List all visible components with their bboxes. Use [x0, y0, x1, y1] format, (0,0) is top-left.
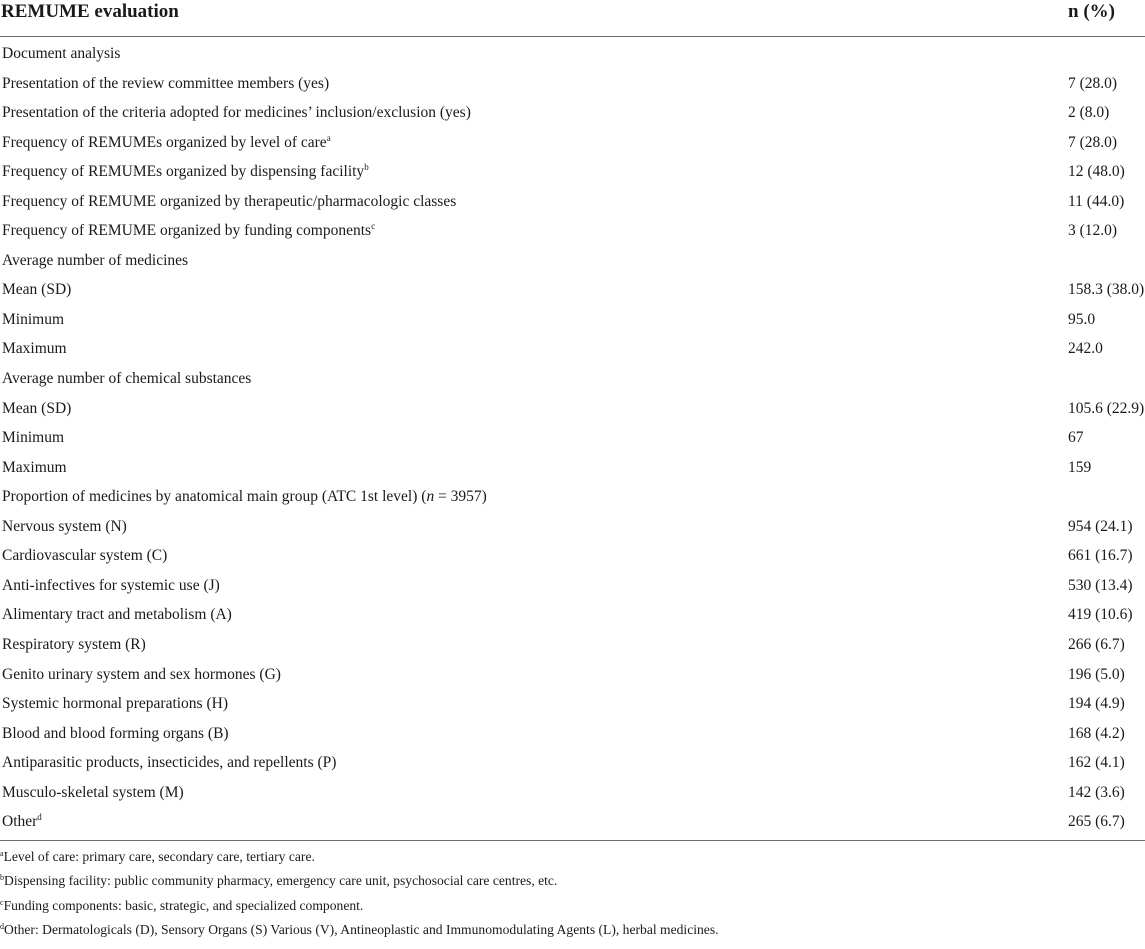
- footnote-mark: d: [0, 922, 4, 932]
- row-label: [0, 76, 329, 92]
- header-n-percent: n (%): [1068, 1, 1115, 22]
- row-label: [0, 667, 281, 683]
- table-row: [0, 69, 1145, 99]
- table-row: [0, 719, 1145, 749]
- footnote-text: Other: Dermatologicals (D), Sensory Organs (S) Various (V), Antineoplastic and Immunomodulating Agents (L), herbal medicines.: [4, 922, 719, 938]
- row-label: [0, 282, 71, 298]
- row-label: [0, 223, 375, 239]
- row-label: [0, 755, 336, 771]
- row-value: 142 (3.6): [1068, 783, 1125, 801]
- row-value: 3 (12.0): [1068, 222, 1118, 240]
- row-label: [0, 105, 471, 121]
- row-value: 168 (4.2): [1068, 724, 1125, 742]
- table-row: [0, 453, 1145, 483]
- row-label-text: Other: [2, 813, 38, 831]
- row-label-text: Cardiovascular system (C): [2, 547, 168, 565]
- row-value: 95.0: [1068, 310, 1096, 328]
- row-label-text: Mean (SD): [2, 399, 72, 417]
- row-value: 105.6 (22.9): [1068, 399, 1145, 417]
- table-body: [0, 37, 1145, 837]
- footnote-text: Funding components: basic, strategic, and specialized component.: [3, 897, 364, 913]
- row-label-tail: = 3957): [434, 488, 487, 506]
- table-row: [0, 512, 1145, 542]
- row-label: [0, 489, 487, 505]
- table-row: [0, 98, 1145, 128]
- table-row: [0, 600, 1145, 630]
- footnote: [0, 896, 1145, 921]
- row-label-text: Nervous system (N): [2, 517, 127, 535]
- row-label: [0, 132, 331, 151]
- row-value: 265 (6.7): [1068, 813, 1125, 831]
- row-value: 242.0: [1068, 340, 1103, 358]
- row-label-text: Proportion of medicines by anatomical main group (ATC 1st level) (: [2, 488, 427, 506]
- table-row: [0, 246, 1145, 276]
- row-label-text: Mean (SD): [2, 281, 72, 299]
- row-label-text: Frequency of REMUMEs organized by dispensing facility: [2, 163, 365, 181]
- row-label-text: Maximum: [2, 340, 67, 358]
- row-label: [0, 401, 71, 417]
- row-label-text: Minimum: [2, 310, 65, 328]
- row-label-text: Average number of medicines: [2, 251, 189, 269]
- table-row: [0, 128, 1145, 158]
- table-row: [0, 157, 1145, 187]
- footnote-text: Dispensing facility: public community pharmacy, emergency care unit, psychosocial care centres, etc.: [4, 873, 558, 889]
- table-row: [0, 659, 1145, 689]
- table-row: [0, 423, 1145, 453]
- row-value: 2 (8.0): [1068, 104, 1110, 122]
- row-value: 7 (28.0): [1068, 133, 1118, 151]
- table-row: [0, 187, 1145, 217]
- footnote-marker: a: [326, 132, 331, 143]
- row-label: [0, 637, 146, 653]
- row-label-text: Frequency of REMUME organized by therapeutic/pharmacologic classes: [2, 192, 457, 210]
- row-label: [0, 430, 64, 446]
- row-label-text: Respiratory system (R): [2, 635, 146, 653]
- row-label: [0, 548, 167, 564]
- row-value: 196 (5.0): [1068, 665, 1125, 683]
- footnote-mark: a: [0, 848, 4, 858]
- row-value: 158.3 (38.0): [1068, 281, 1145, 299]
- row-label: [0, 785, 184, 801]
- row-label: [0, 46, 120, 62]
- table-row: [0, 394, 1145, 424]
- row-value: 67: [1068, 429, 1084, 447]
- row-label-text: Genito urinary system and sex hormones (G): [2, 665, 281, 683]
- row-label: [0, 578, 220, 594]
- footnote: [0, 847, 1145, 872]
- table-row: [0, 364, 1145, 394]
- table-row: [0, 482, 1145, 512]
- footnote-mark: c: [0, 897, 4, 907]
- row-value: 162 (4.1): [1068, 754, 1125, 772]
- row-value: 11 (44.0): [1068, 192, 1125, 210]
- table-row: [0, 334, 1145, 364]
- row-label-text: Anti-infectives for systemic use (J): [2, 576, 220, 594]
- row-value: 661 (16.7): [1068, 547, 1133, 565]
- row-value: 530 (13.4): [1068, 576, 1133, 594]
- footnote-mark: b: [0, 873, 4, 883]
- row-label-text: Antiparasitic products, insecticides, and repellents (P): [2, 754, 337, 772]
- footnote-marker: d: [37, 812, 42, 823]
- table-row: [0, 305, 1145, 335]
- row-label: [0, 371, 251, 387]
- table-header: [0, 0, 1145, 37]
- row-label-text: Musculo-skeletal system (M): [2, 783, 184, 801]
- footnote: [0, 920, 1145, 945]
- row-label: [0, 696, 228, 712]
- row-label: [0, 607, 232, 623]
- table-row: [0, 541, 1145, 571]
- header-evaluation: REMUME evaluation: [1, 1, 179, 22]
- row-label-text: Frequency of REMUMEs organized by level of care: [2, 133, 327, 151]
- table-row: [0, 39, 1145, 69]
- table-row: [0, 807, 1145, 837]
- table-row: [0, 216, 1145, 246]
- footnotes: [0, 841, 1145, 945]
- row-label-text: Maximum: [2, 458, 67, 476]
- table-row: [0, 630, 1145, 660]
- row-label-text: Frequency of REMUME organized by funding components: [2, 222, 372, 240]
- row-label: [0, 726, 229, 742]
- row-label-text: Minimum: [2, 429, 65, 447]
- row-value: 266 (6.7): [1068, 635, 1125, 653]
- row-label-text: Presentation of the criteria adopted for medicines’ inclusion/exclusion (yes): [2, 104, 471, 122]
- row-value: 159: [1068, 458, 1092, 476]
- row-value: 954 (24.1): [1068, 517, 1133, 535]
- footnote: [0, 871, 1145, 896]
- row-label-text: Document analysis: [2, 45, 121, 63]
- row-label-text: Alimentary tract and metabolism (A): [2, 606, 232, 624]
- table-row: [0, 748, 1145, 778]
- row-label: [0, 341, 67, 357]
- table-row: [0, 778, 1145, 808]
- row-label: [0, 253, 188, 269]
- table-row: [0, 571, 1145, 601]
- row-label-italic: n: [426, 488, 435, 506]
- table-row: [0, 689, 1145, 719]
- row-value: 194 (4.9): [1068, 695, 1125, 713]
- row-label: [0, 312, 64, 328]
- footnote-marker: b: [364, 162, 369, 173]
- row-label: [0, 164, 369, 180]
- row-label: [0, 194, 456, 210]
- footnote-text: Level of care: primary care, secondary care, tertiary care.: [3, 848, 315, 864]
- table-row: [0, 275, 1145, 305]
- row-label: [0, 519, 127, 535]
- row-label: [0, 460, 67, 476]
- row-label-text: Average number of chemical substances: [2, 370, 252, 388]
- row-label-text: Systemic hormonal preparations (H): [2, 695, 228, 713]
- row-label: [0, 814, 42, 830]
- row-label-text: Presentation of the review committee members (yes): [2, 74, 330, 92]
- row-value: 419 (10.6): [1068, 606, 1133, 624]
- footnote-marker: c: [371, 221, 376, 232]
- row-label-text: Blood and blood forming organs (B): [2, 724, 229, 742]
- row-value: 7 (28.0): [1068, 74, 1118, 92]
- row-value: 12 (48.0): [1068, 163, 1125, 181]
